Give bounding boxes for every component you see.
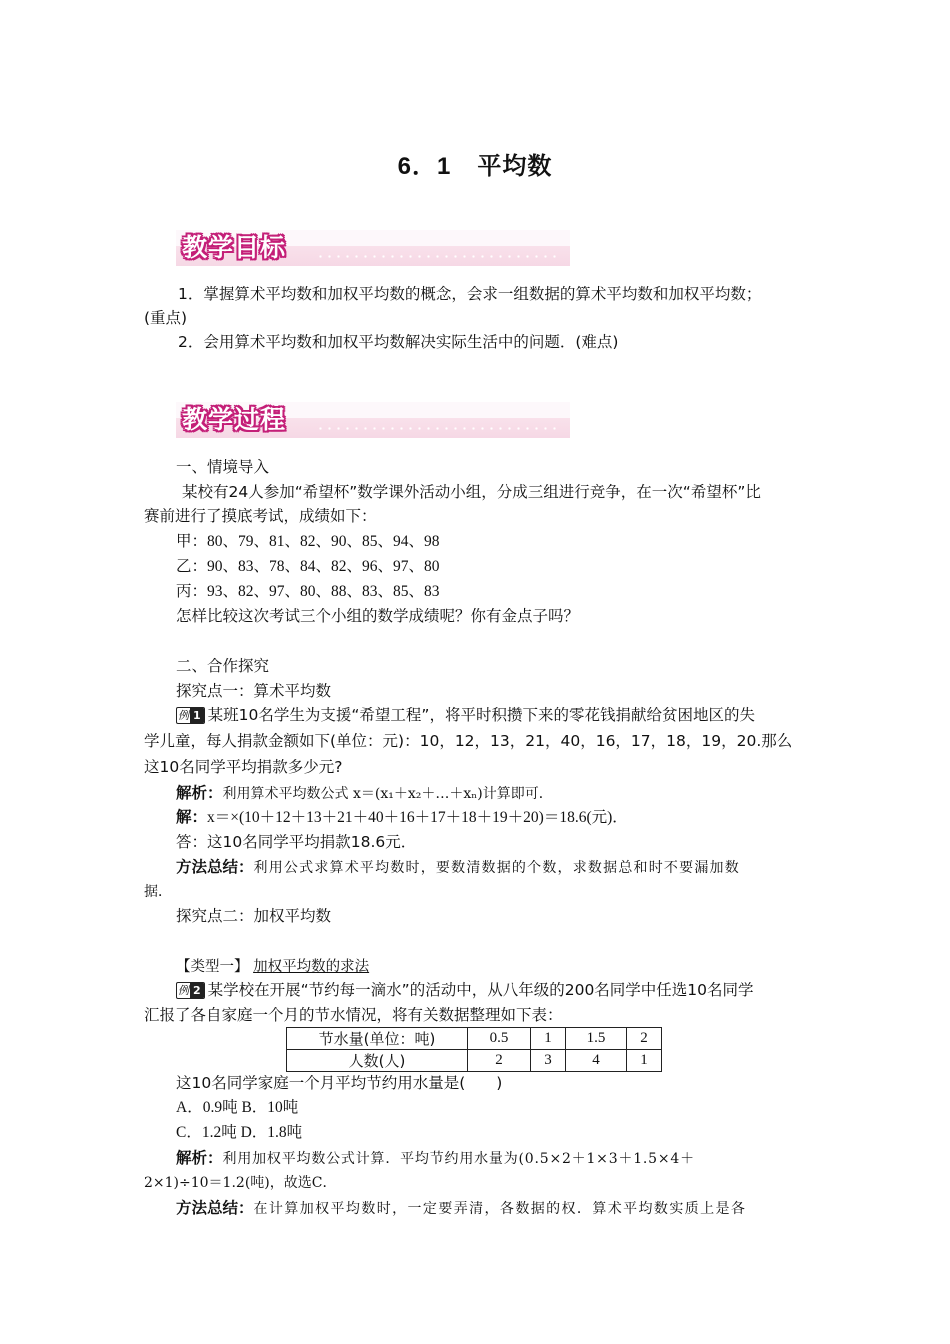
example2-summary: 方法总结：在计算加权平均数时，一定要弄清，各数据的权．算术平均数实质上是各 bbox=[176, 1199, 747, 1217]
example1-line3: 这10名同学平均捐款多少元? bbox=[144, 758, 343, 776]
example2-question: 这10名同学家庭一个月平均节约用水量是( ) bbox=[176, 1074, 503, 1092]
type1-heading: 【类型一】 加权平均数的求法 bbox=[176, 959, 370, 975]
example1-summary: 方法总结：利用公式求算术平均数时，要数清数据的个数，求数据总和时不要漏加数 bbox=[176, 858, 740, 876]
objective-item-1-tag: (重点) bbox=[144, 309, 188, 327]
group-bing-scores: 丙：93、82、97、80、88、83、85、83 bbox=[176, 582, 440, 600]
example1-line1: 例 1 某班10名学生为支援“希望工程”，将平时积攒下来的零花钱捐献给贫困地区的失 bbox=[178, 706, 755, 724]
example-1-badge: 例 1 bbox=[176, 707, 205, 724]
table-cell: 2 bbox=[468, 1050, 531, 1072]
process-banner-label: 教学过程 bbox=[182, 405, 287, 434]
table-cell: 3 bbox=[531, 1050, 566, 1072]
table-cell: 0.5 bbox=[468, 1028, 531, 1050]
example2-options-ab: A．0.9吨 B．10吨 bbox=[176, 1099, 299, 1116]
example1-answer: 答：这10名同学平均捐款18.6元． bbox=[176, 833, 417, 851]
example1-line2: 学儿童，每人捐款金额如下(单位：元)：10，12，13，21，40，16，17，18，19，20.那么 bbox=[144, 732, 793, 750]
objectives-banner bbox=[176, 230, 570, 266]
inquiry-point-1: 探究点一：算术平均数 bbox=[176, 682, 332, 700]
section-title-text: 平均数 bbox=[477, 153, 553, 180]
objective-item-2: 2．会用算术平均数和加权平均数解决实际生活中的问题．(难点) bbox=[178, 333, 619, 351]
table-header-cell: 人数(人) bbox=[287, 1050, 468, 1072]
objective-item-1: 1．掌握算术平均数和加权平均数的概念，会求一组数据的算术平均数和加权平均数； bbox=[178, 285, 762, 303]
objectives-banner-label: 教学目标 bbox=[182, 233, 287, 262]
table-header-cell: 节水量(单位：吨) bbox=[287, 1028, 468, 1050]
part1-question: 怎样比较这次考试三个小组的数学成绩呢？你有金点子吗？ bbox=[176, 607, 580, 625]
group-jia-scores: 甲：80、79、81、82、90、85、94、98 bbox=[176, 532, 440, 550]
table-cell: 1 bbox=[627, 1050, 662, 1072]
inquiry-point-2: 探究点二：加权平均数 bbox=[176, 907, 332, 925]
process-banner bbox=[176, 402, 570, 438]
page-title bbox=[0, 146, 950, 181]
example1-solution: 解：x＝×(10＋12＋13＋21＋40＋16＋17＋18＋19＋20)＝18.6(元)． bbox=[176, 808, 628, 826]
example2-options-cd: C．1.2吨 D．1.8吨 bbox=[176, 1124, 303, 1141]
table-cell: 4 bbox=[566, 1050, 627, 1072]
example2-analysis-cont: 2×1)÷10＝1.2(吨)，故选C． bbox=[144, 1175, 337, 1191]
example2-line1: 例 2 某学校在开展“节约每一滴水”的活动中，从八年级的200名同学中任选10名同学 bbox=[178, 981, 754, 999]
table-row bbox=[287, 1028, 662, 1050]
banner-dots-decoration bbox=[316, 255, 556, 258]
table-cell: 2 bbox=[627, 1028, 662, 1050]
table-cell: 1 bbox=[531, 1028, 566, 1050]
example1-summary-cont: 据． bbox=[144, 884, 172, 900]
table-cell: 1.5 bbox=[566, 1028, 627, 1050]
example-2-badge: 例 2 bbox=[176, 982, 205, 999]
part1-intro-line2: 赛前进行了摸底考试，成绩如下： bbox=[144, 507, 377, 525]
example2-analysis: 解析：利用加权平均数公式计算．平均节约用水量为(0.5×2＋1×3＋1.5×4＋ bbox=[176, 1149, 695, 1167]
banner-dots-decoration bbox=[316, 427, 556, 430]
example1-analysis: 解析：利用算术平均数公式 x＝(x₁＋x₂＋…＋xₙ)计算即可． bbox=[176, 784, 553, 802]
section-number: 6．1 bbox=[397, 153, 452, 180]
table-row bbox=[287, 1050, 662, 1072]
part1-intro-line1: 某校有24人参加“希望杯”数学课外活动小组，分成三组进行竞争，在一次“希望杯”比 bbox=[182, 483, 761, 501]
part1-heading: 一、情境导入 bbox=[176, 458, 270, 476]
group-yi-scores: 乙：90、83、78、84、82、96、97、80 bbox=[176, 557, 440, 575]
part2-heading: 二、合作探究 bbox=[176, 657, 270, 675]
water-saving-table bbox=[286, 1027, 662, 1072]
example2-line2: 汇报了各自家庭一个月的节水情况，将有关数据整理如下表： bbox=[144, 1006, 563, 1024]
